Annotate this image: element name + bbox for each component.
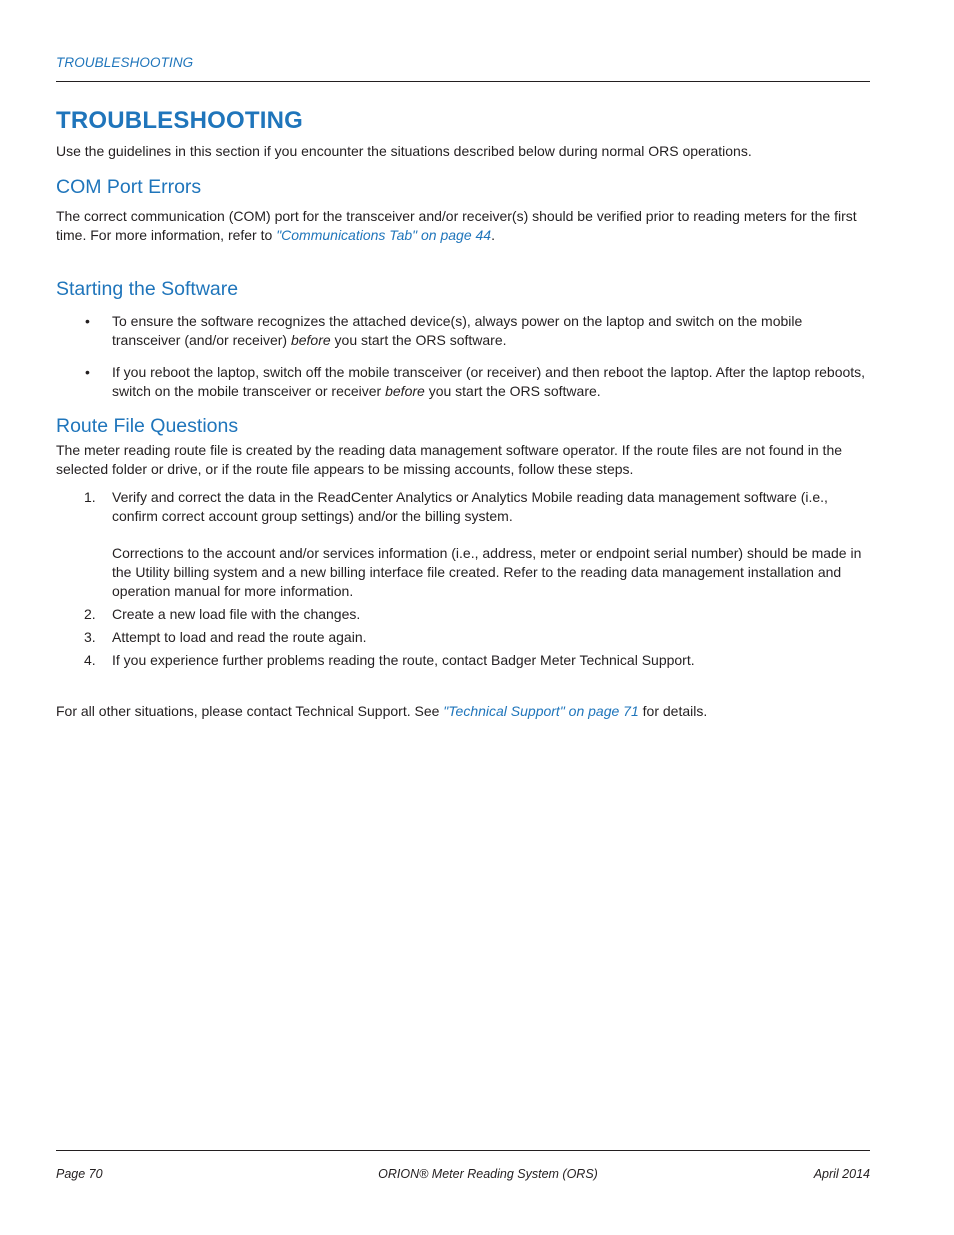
step-4-text: If you experience further problems reading the route, contact Badger Meter Technical Support.: [112, 652, 695, 668]
com-port-text: The correct communication (COM) port for the transceiver and/or receiver(s) should be verified prior to reading meters for the first time. For more information, refer to: [56, 208, 857, 243]
step-1-text: Verify and correct the data in the ReadCenter Analytics or Analytics Mobile reading data management software (i.e., confirm correct account group settings) and/or the billing system.: [112, 489, 828, 524]
step-1-subtext: Corrections to the account and/or services information (i.e., address, meter or endpoint serial number) should be made in the Utility billing system and a new billing interface file created. Refer to the reading data management installation and operation manual for more information.: [112, 545, 862, 599]
emphasis-before: before: [290, 332, 331, 348]
com-port-text-end: .: [491, 227, 495, 243]
emphasis-before: before: [385, 383, 425, 399]
heading-route-file-questions: Route File Questions: [56, 415, 239, 437]
communications-tab-link[interactable]: "Communications Tab" on page 44: [276, 227, 492, 243]
header-rule: [56, 81, 870, 82]
com-port-paragraph: [56, 207, 871, 245]
step-number: 3.: [84, 629, 96, 645]
technical-support-link[interactable]: "Technical Support" on page 71: [443, 703, 639, 719]
bullet-marker: •: [85, 313, 90, 329]
step-3-text: Attempt to load and read the route again.: [112, 629, 367, 645]
step-number: 2.: [84, 606, 96, 622]
footer-rule: [56, 1150, 870, 1151]
step-2-text: Create a new load file with the changes.: [112, 606, 361, 622]
closing-paragraph: For all other situations, please contact Technical Support. See "Technical Support" on page 71 for details.: [56, 703, 708, 719]
heading-com-port-errors: COM Port Errors: [56, 176, 202, 198]
page-title: TROUBLESHOOTING: [56, 107, 303, 134]
bullet-marker: •: [85, 364, 90, 380]
bullet-item-1: To ensure the software recognizes the attached device(s), always power on the laptop and switch on the mobile transceiver (and/or receiver) before you start the ORS software.: [112, 313, 803, 348]
intro-paragraph: Use the guidelines in this section if you encounter the situations described below during normal ORS operations.: [56, 143, 752, 159]
step-number: 4.: [84, 652, 96, 668]
bullet-item-2: If you reboot the laptop, switch off the mobile transceiver (or receiver) and then reboot the laptop. After the laptop reboots, switch on the mobile transceiver or receiver before you start the ORS software.: [112, 364, 866, 399]
route-intro-paragraph: The meter reading route file is created by the reading data management software operator. If the route files are not found in the selected folder or drive, or if the route file appears to be missing accounts, follow these steps.: [56, 442, 843, 477]
running-header: TROUBLESHOOTING: [56, 55, 194, 70]
heading-starting-software: Starting the Software: [56, 278, 239, 300]
footer-product-name: ORION® Meter Reading System (ORS): [378, 1167, 598, 1181]
footer-date: April 2014: [813, 1167, 870, 1181]
footer-page-number: Page 70: [56, 1167, 103, 1181]
step-number: 1.: [84, 489, 96, 505]
